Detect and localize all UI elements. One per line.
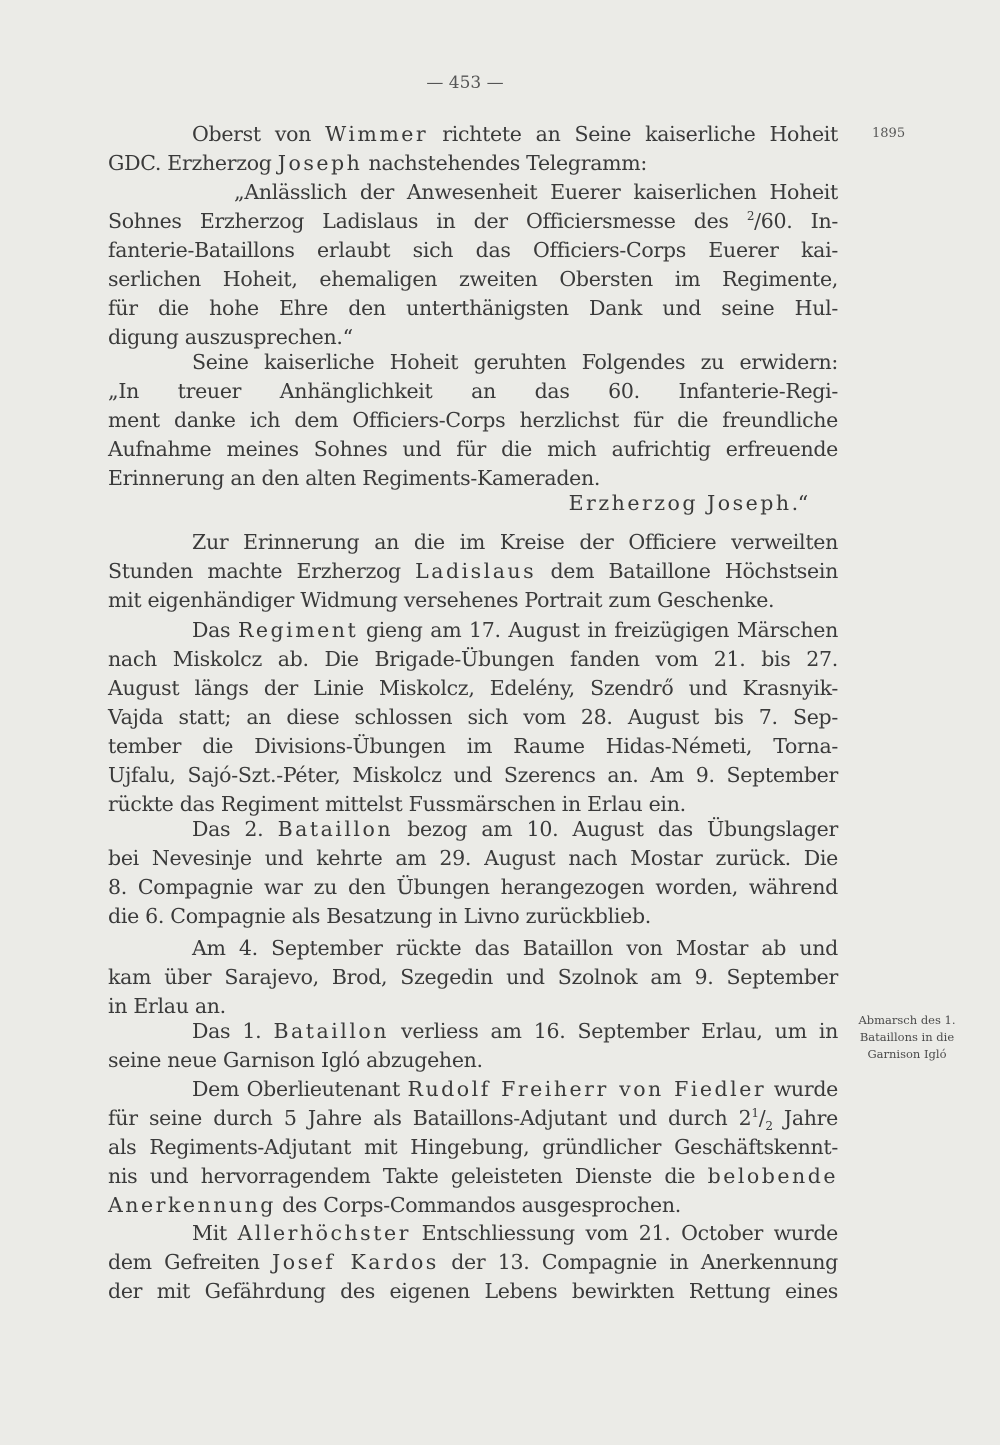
- text-line: bei Nevesinje und kehrte am 29. August nach Mostar zurück. Die: [108, 846, 838, 870]
- text-line: [108, 489, 808, 518]
- text-line: [108, 1248, 838, 1277]
- text-line: ment danke ich dem Officiers-Corps herzlichst für die freundliche: [108, 408, 838, 432]
- text-line: seine neue Garnison Igló abzugehen.: [108, 1048, 483, 1072]
- text-line: nach Miskolcz ab. Die Brigade-Übungen fanden vom 21. bis 27.: [108, 647, 838, 671]
- text-line: rückte das Regiment mittelst Fussmärschen in Erlau ein.: [108, 792, 686, 816]
- text-run: Sohnes Erzherzog Ladislaus in der Officiersmesse des: [108, 209, 747, 233]
- text-line: als Regiments-Adjutant mit Hingebung, gründlicher Geschäftskennt-: [108, 1135, 838, 1159]
- margin-note: [842, 1012, 972, 1063]
- text-line: 8. Compagnie war zu den Übungen herangezogen worden, während: [108, 875, 838, 899]
- text-line: Aufnahme meines Sohnes und für die mich aufrichtig erfreuende: [108, 437, 838, 461]
- text-line: [108, 1191, 838, 1220]
- text-run: Mit: [192, 1221, 238, 1245]
- text-line: [192, 120, 838, 149]
- text-run: Entschliessung vom 21. October wurde: [410, 1221, 838, 1245]
- text-line: [192, 616, 838, 645]
- text-run: nis und hervorragendem Takte geleisteten Dienste die: [108, 1164, 708, 1188]
- text-run: Das 2.: [192, 817, 278, 841]
- text-line: für die hohe Ehre den unterthänigsten Dank und seine Hul-: [108, 296, 838, 320]
- text-line: tember die Divisions-Übungen im Raume Hidas-Németi, Torna-: [108, 734, 838, 758]
- text-run: Das 1.: [192, 1019, 274, 1043]
- text-line: der mit Gefährdung des eigenen Lebens bewirkten Rettung eines: [108, 1279, 838, 1303]
- text-line: [108, 557, 838, 586]
- margin-note-line: Abmarsch des 1.: [858, 1013, 956, 1027]
- text-line: [192, 1017, 838, 1046]
- text-run: Stunden machte Erzherzog: [108, 559, 416, 583]
- text-run: gieng am 17. August in freizügigen Märschen: [358, 618, 839, 642]
- page-number: — 453 —: [426, 73, 504, 93]
- text-run: der 13. Compagnie in Anerkennung: [438, 1250, 838, 1274]
- text-run: Jahre: [772, 1106, 839, 1130]
- margin-year: 1895: [872, 126, 906, 141]
- spaced-name: belobende: [707, 1164, 838, 1188]
- text-line: Zur Erinnerung an die im Kreise der Officiere verweilten: [192, 530, 838, 554]
- spaced-name: Josef Kardos: [272, 1250, 439, 1274]
- spaced-name: Bataillon: [273, 1019, 389, 1043]
- text-line: [108, 149, 838, 178]
- spaced-name: Joseph: [277, 151, 363, 175]
- text-line: August längs der Linie Miskolcz, Edelény, Szendrő und Krasnyik-: [108, 676, 838, 700]
- text-run: richtete an Seine kaiserliche Hoheit: [428, 122, 838, 146]
- text-run: /: [758, 1106, 766, 1130]
- text-run: Dem Oberlieutenant: [192, 1077, 408, 1101]
- spaced-name: Wimmer: [325, 122, 429, 146]
- text-run: .“: [791, 491, 808, 515]
- text-line: Vajda statt; an diese schlossen sich vom 28. August bis 7. Sep-: [108, 705, 838, 729]
- text-run: des Corps-Commandos ausgesprochen.: [275, 1193, 681, 1217]
- text-line: kam über Sarajevo, Brod, Szegedin und Szolnok am 9. September: [108, 965, 838, 989]
- text-line: mit eigenhändiger Widmung versehenes Portrait zum Geschenke.: [108, 588, 775, 612]
- text-run: nachstehendes Telegramm:: [362, 151, 648, 175]
- text-run: für seine durch 5 Jahre als Bataillons-Adjutant und durch 2: [108, 1106, 752, 1130]
- text-run: /60. In-: [754, 209, 838, 233]
- text-line: Seine kaiserliche Hoheit geruhten Folgendes zu erwidern:: [192, 350, 838, 374]
- text-run: Das: [192, 618, 238, 642]
- spaced-name: Regiment: [237, 618, 359, 642]
- text-line: „In treuer Anhänglichkeit an das 60. Infanterie-Regi-: [108, 379, 838, 403]
- text-line: [108, 207, 838, 236]
- text-run: dem Bataillone Höchstsein: [536, 559, 838, 583]
- text-line: Erinnerung an den alten Regiments-Kameraden.: [108, 466, 601, 490]
- text-line: [192, 1075, 838, 1104]
- margin-note-line: Garnison Igló: [867, 1047, 947, 1061]
- text-run: bezog am 10. August das Übungslager: [393, 817, 838, 841]
- spaced-name: Ladislaus: [415, 559, 537, 583]
- spaced-name: Erzherzog Joseph: [568, 491, 792, 515]
- text-run: Oberst von: [192, 122, 326, 146]
- text-line: in Erlau an.: [108, 994, 226, 1018]
- text-line: Ujfalu, Sajó-Szt.-Péter, Miskolcz und Szerencs an. Am 9. September: [108, 763, 838, 787]
- text-line: [108, 1104, 838, 1133]
- text-line: die 6. Compagnie als Besatzung in Livno zurückblieb.: [108, 904, 651, 928]
- spaced-name: Bataillon: [277, 817, 394, 841]
- text-run: wurde: [766, 1077, 838, 1101]
- margin-note-line: Bataillons in die: [859, 1030, 955, 1044]
- spaced-name: Rudolf Freiherr von Fiedler: [407, 1077, 767, 1101]
- text-line: fanterie-Bataillons erlaubt sich das Officiers-Corps Euerer kai-: [108, 238, 838, 262]
- text-run: dem Gefreiten: [108, 1250, 273, 1274]
- superscript: 2: [746, 209, 755, 224]
- text-line: [192, 1219, 838, 1248]
- text-line: Am 4. September rückte das Bataillon von Mostar ab und: [192, 936, 838, 960]
- subscript: 2: [765, 1119, 773, 1134]
- text-line: „Anlässlich der Anwesenheit Euerer kaiserlichen Hoheit: [234, 180, 838, 204]
- text-line: digung auszusprechen.“: [108, 325, 353, 349]
- superscript: 1: [751, 1106, 759, 1121]
- text-run: GDC. Erzherzog: [108, 151, 278, 175]
- text-run: verliess am 16. September Erlau, um in: [388, 1019, 838, 1043]
- spaced-name: Allerhöchster: [237, 1221, 411, 1245]
- spaced-name: Anerkennung: [108, 1193, 276, 1217]
- text-line: serlichen Hoheit, ehemaligen zweiten Obersten im Regimente,: [108, 267, 838, 291]
- text-line: [192, 815, 838, 844]
- text-line: [108, 1162, 838, 1191]
